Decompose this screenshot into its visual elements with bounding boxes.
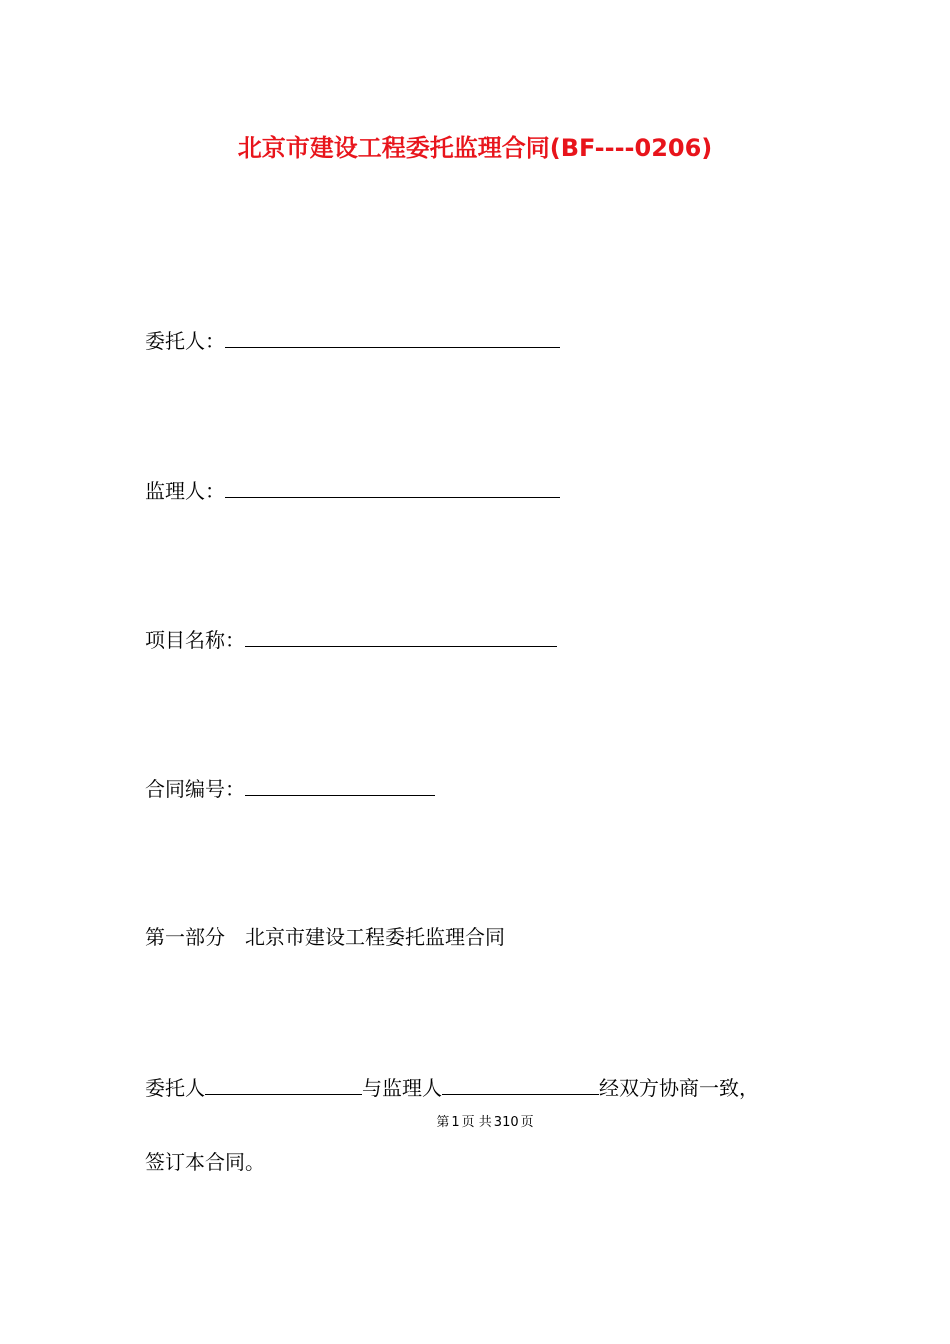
field-supervisor-blank [225,475,560,498]
field-client [145,325,560,356]
document-title: 北京市建设工程委托监理合同(BF----0206) [237,134,713,162]
paragraph-supervisor-text: 与监理人 [362,1076,442,1100]
field-client-label: 委托人： [145,329,225,353]
paragraph-client-text: 委托人 [145,1076,205,1100]
paragraph-supervisor-blank [442,1072,599,1095]
footer-middle: 页 共 [461,1115,492,1130]
paragraph-agreement-text: 经双方协商一致， [599,1076,759,1100]
footer-suffix: 页 [520,1115,534,1130]
agreement-paragraph-line2: 签订本合同。 [145,1150,265,1174]
field-contract-number-label: 合同编号： [145,777,245,801]
footer-page-number: 1 [451,1115,460,1130]
field-supervisor-label: 监理人： [145,479,225,503]
field-project-name-label: 项目名称： [145,628,245,652]
field-contract-number-blank [245,773,435,796]
field-project-name [145,624,557,655]
field-project-name-blank [245,624,557,647]
section-heading: 第一部分 北京市建设工程委托监理合同 [145,925,505,949]
agreement-paragraph-line1 [145,1072,759,1103]
field-supervisor [145,475,560,506]
paragraph-client-blank [205,1072,362,1095]
footer-prefix: 第 [436,1115,450,1130]
field-contract-number [145,773,435,804]
footer-total-pages: 310 [493,1115,519,1130]
page-footer [0,1113,950,1133]
field-client-blank [225,325,560,348]
